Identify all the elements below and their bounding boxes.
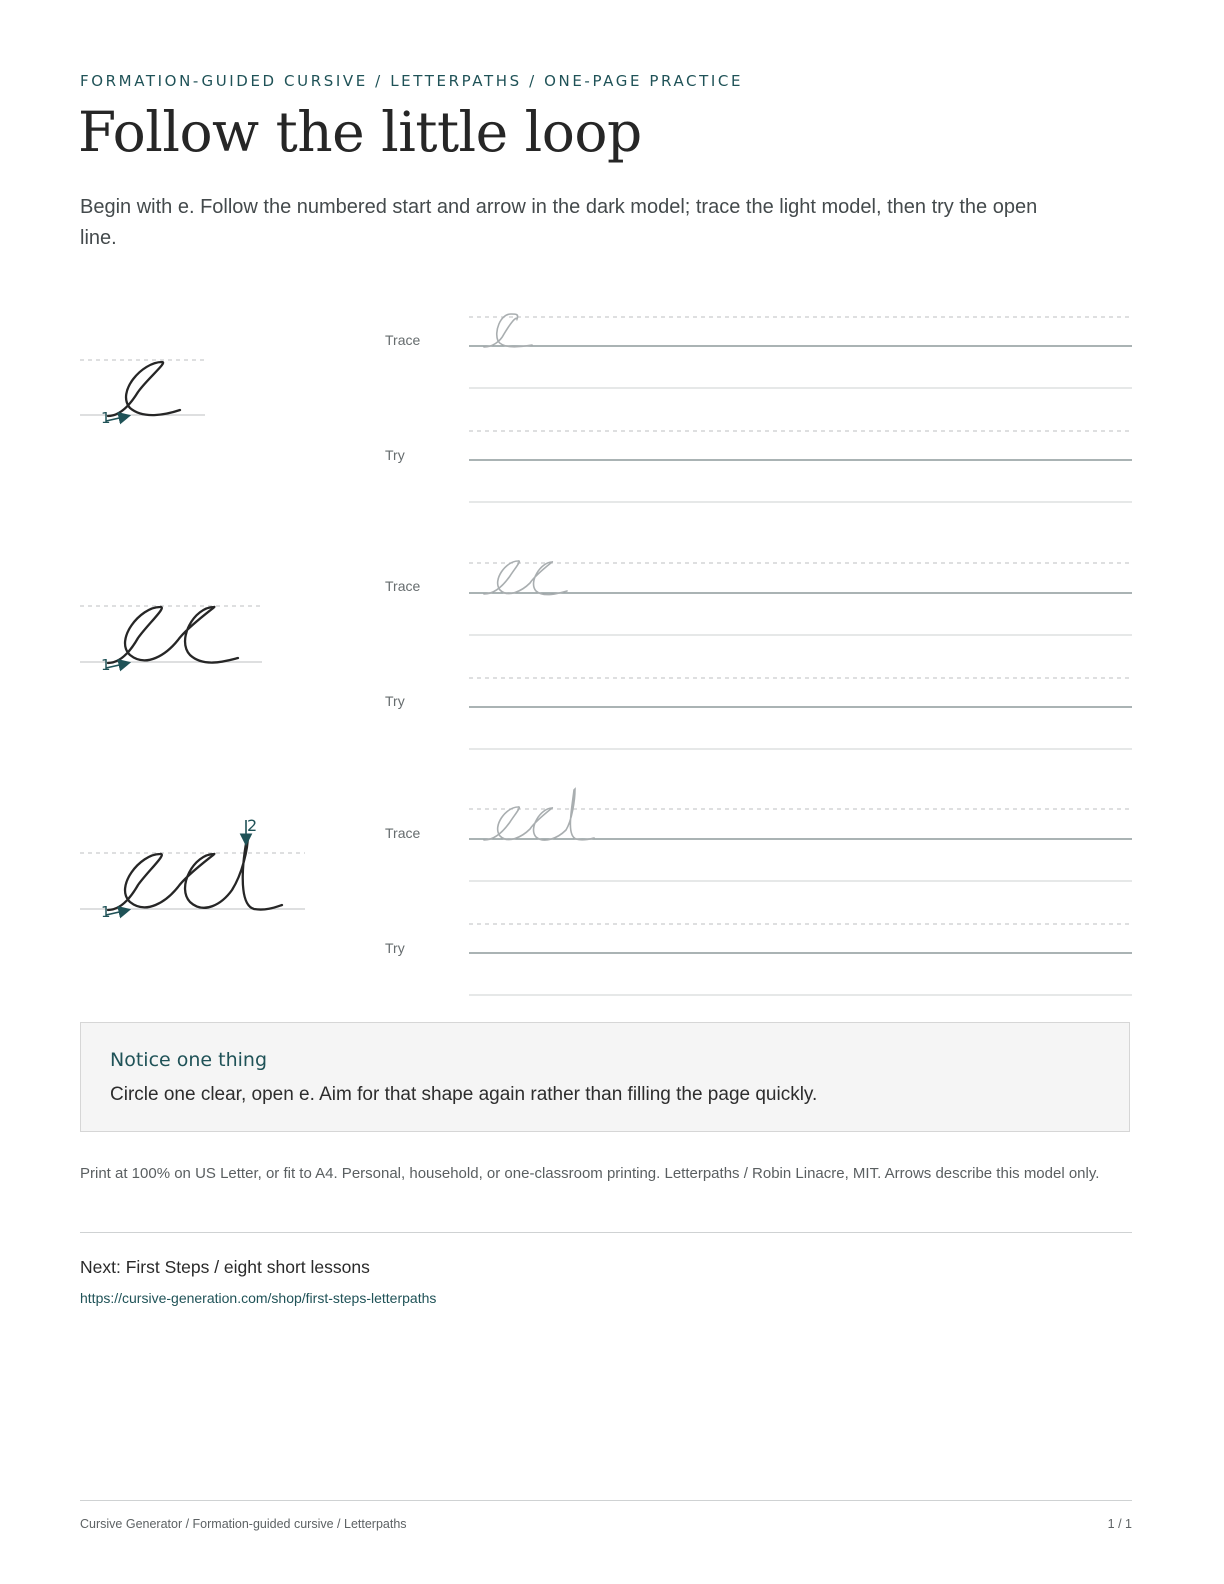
model-ee [80, 606, 262, 674]
start-marker-3: 1 [101, 903, 111, 921]
trace-label-1: Trace [385, 332, 421, 348]
next-lesson-link[interactable]: https://cursive-generation.com/shop/first-steps-letterpaths [80, 1290, 437, 1306]
trace-label-2: Trace [385, 578, 421, 594]
footer-divider [80, 1500, 1132, 1501]
trace-label-3: Trace [385, 825, 421, 841]
try-label-2: Try [385, 693, 405, 709]
start-marker-2: 1 [101, 656, 111, 674]
next-lesson-label: Next: First Steps / eight short lessons [80, 1257, 370, 1277]
start-marker-1: 1 [101, 409, 111, 427]
try-label-3: Try [385, 940, 405, 956]
callout-title: Notice one thing [110, 1049, 268, 1071]
eyebrow-breadcrumb: FORMATION-GUIDED CURSIVE / LETTERPATHS / ONE-PAGE PRACTICE [80, 72, 744, 90]
second-marker-3: 2 [247, 816, 258, 835]
divider [80, 1232, 1132, 1233]
page-title: Follow the little loop [78, 100, 642, 164]
notice-callout [80, 1022, 1130, 1132]
footer-credit: Cursive Generator / Formation-guided cursive / Letterpaths [80, 1517, 407, 1531]
callout-body: Circle one clear, open e. Aim for that shape again rather than filling the page quickly. [110, 1084, 818, 1105]
intro-paragraph: Begin with e. Follow the numbered start and arrow in the dark model; trace the light model, then try the open line. [80, 196, 1038, 249]
model-eel [80, 816, 305, 921]
model-e [80, 360, 205, 427]
page-number: 1 / 1 [1107, 1517, 1132, 1531]
print-instructions: Print at 100% on US Letter, or fit to A4. Personal, household, or one-classroom printing. Letterpaths / Robin Linacre, MIT. Arrows describe this model only. [80, 1165, 1100, 1182]
try-label-1: Try [385, 447, 405, 463]
